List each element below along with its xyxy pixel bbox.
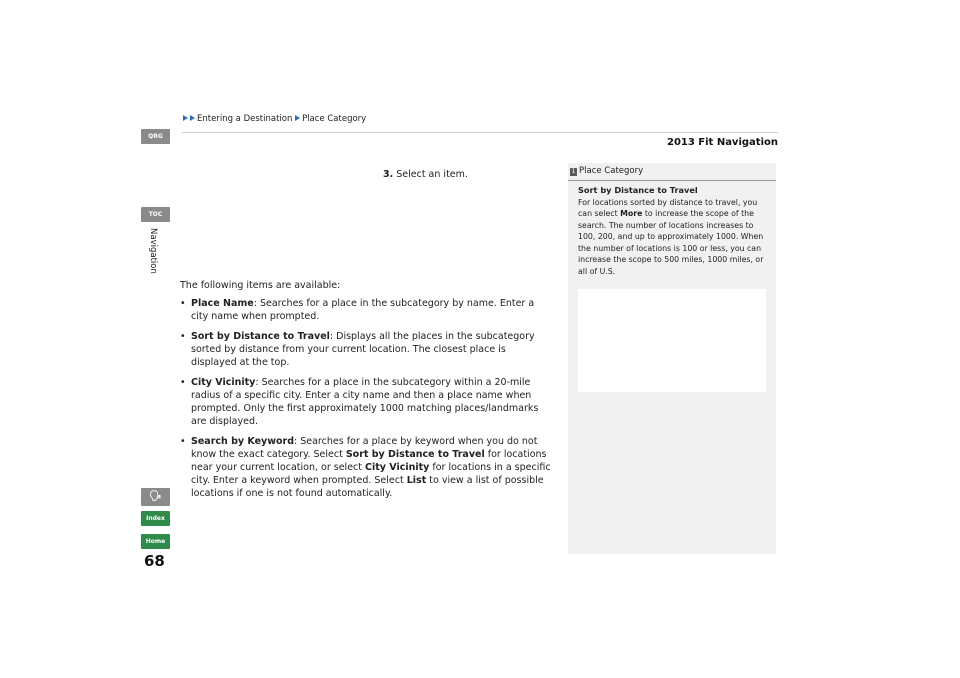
list-item: • Sort by Distance to Travel: Displays all the places in the subcategory sorted by distance from your current location. The closest place is displayed at the top. [180,331,535,368]
bullet-icon: • [180,377,186,388]
note-number-icon: 1 [571,168,576,175]
step-instruction [383,169,468,180]
bullet-icon: • [180,331,186,342]
arrow-right-icon [183,115,188,121]
breadcrumb-item[interactable]: Entering a Destination [197,114,293,124]
qrg-tab[interactable]: QRG [141,129,170,144]
items-intro: The following items are available: [180,280,341,291]
page-number: 68 [144,552,165,570]
voice-tab[interactable] [141,488,170,506]
step-number: 3. [383,169,394,180]
toc-tab[interactable]: TOC [141,207,170,222]
index-tab[interactable]: Index [141,511,170,526]
arrow-right-icon [190,115,195,121]
document-title: 2013 Fit Navigation [666,137,778,148]
voice-command-icon: 🗣 [149,491,162,502]
list-item: • City Vicinity: Searches for a place in the subcategory within a 20-mile radius of a specific city. Enter a city name and then a place name when prompted. Only the first approximately 1000 matching places/landmarks are displayed. [180,377,539,427]
note-panel-header [568,166,776,181]
home-tab[interactable]: Home [141,534,170,549]
bullet-icon: • [180,298,186,309]
list-item: • Place Name: Searches for a place in the subcategory by name. Enter a city name when prompted. [180,298,535,322]
screen-image-placeholder [578,289,766,392]
step-text: Select an item. [396,169,468,180]
item-list [180,297,552,507]
note-subtitle: Sort by Distance to Travel [578,185,698,195]
breadcrumb-item[interactable]: Place Category [302,114,367,124]
note-panel-body: Sort by Distance to Travel For locations sorted by distance to travel, you can select More to increase the scope of the search. The number of locations increases to 100, 200, and up to approximately 1000. When the number of locations is 100 or less, you can increase the scope to 500 miles, 1000 miles, or all of U.S. [578,185,770,277]
section-label: Navigation [148,228,158,274]
breadcrumb [183,114,366,124]
header-divider [182,132,778,133]
bullet-icon: • [180,436,186,447]
list-item: • Search by Keyword: Searches for a place by keyword when you do not know the exact category. Select Sort by Distance to Travel for locations near your current location, or select City Vicinity for locations in a specific city. Enter a keyword when prompted. Select List to view a list of possible locations if one is not found automatically. [180,436,551,499]
note-panel-title: Place Category [579,166,644,176]
arrow-right-icon [295,115,300,121]
